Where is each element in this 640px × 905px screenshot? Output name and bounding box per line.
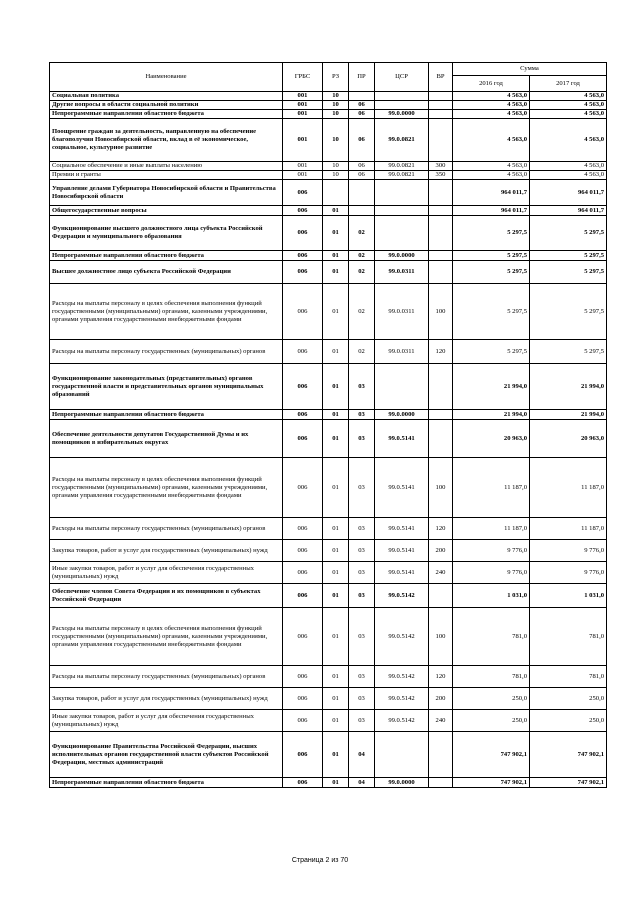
row-pr-cell: 06: [349, 119, 375, 162]
table-row: [50, 110, 607, 119]
row-sum-2016-cell: 5 297,5: [453, 261, 530, 284]
row-sum-2017-cell: 250,0: [530, 688, 607, 710]
row-name-cell: Непрограммные направления областного бюджета: [50, 110, 283, 119]
row-pr-cell: 02: [349, 216, 375, 251]
table-row: [50, 458, 607, 518]
row-vr-cell: [429, 216, 453, 251]
row-grbs-cell: 006: [283, 206, 323, 216]
row-grbs-cell: 006: [283, 410, 323, 420]
row-name-cell: Другие вопросы в области социальной политики: [50, 101, 283, 110]
table-row: [50, 584, 607, 608]
row-rz-cell: 01: [323, 732, 349, 778]
row-sum-2016-cell: 747 902,1: [453, 732, 530, 778]
row-grbs-cell: 001: [283, 92, 323, 101]
row-sum-2017-cell: 964 011,7: [530, 206, 607, 216]
row-vr-cell: 240: [429, 562, 453, 584]
row-sum-2017-cell: 5 297,5: [530, 216, 607, 251]
row-vr-cell: [429, 364, 453, 410]
row-vr-cell: [429, 119, 453, 162]
row-csr-cell: [375, 206, 429, 216]
row-pr-cell: [349, 92, 375, 101]
row-vr-cell: 200: [429, 540, 453, 562]
table-row: [50, 251, 607, 261]
row-grbs-cell: 006: [283, 251, 323, 261]
row-sum-2016-cell: 964 011,7: [453, 206, 530, 216]
row-sum-2017-cell: 4 563,0: [530, 101, 607, 110]
header-row-1: [50, 63, 607, 76]
col-sum-header: Сумма: [453, 63, 607, 76]
col-vr-header: ВР: [429, 63, 453, 92]
row-pr-cell: 06: [349, 162, 375, 171]
row-grbs-cell: 006: [283, 216, 323, 251]
row-sum-2017-cell: 781,0: [530, 608, 607, 666]
row-vr-cell: 350: [429, 171, 453, 180]
row-pr-cell: 04: [349, 778, 375, 788]
row-rz-cell: 10: [323, 92, 349, 101]
row-name-cell: Премии и гранты: [50, 171, 283, 180]
row-csr-cell: 99.0.0000: [375, 110, 429, 119]
row-rz-cell: 01: [323, 710, 349, 732]
row-sum-2016-cell: 781,0: [453, 608, 530, 666]
row-pr-cell: 03: [349, 562, 375, 584]
table-row: [50, 518, 607, 540]
row-name-cell: Социальная политика: [50, 92, 283, 101]
row-pr-cell: 03: [349, 540, 375, 562]
row-csr-cell: 99.0.5141: [375, 518, 429, 540]
row-name-cell: Расходы на выплаты персоналу в целях обеспечения выполнения функций государственными (муниципальными) органами, казенными учреждениями, органами управления государственными внебюджетными фондами: [50, 458, 283, 518]
row-vr-cell: 240: [429, 710, 453, 732]
row-grbs-cell: 006: [283, 284, 323, 340]
row-grbs-cell: 001: [283, 171, 323, 180]
row-vr-cell: 100: [429, 608, 453, 666]
row-grbs-cell: 006: [283, 180, 323, 206]
row-rz-cell: 10: [323, 101, 349, 110]
row-pr-cell: 03: [349, 364, 375, 410]
budget-table-container: [49, 62, 606, 788]
row-sum-2016-cell: 4 563,0: [453, 92, 530, 101]
row-sum-2016-cell: 9 776,0: [453, 540, 530, 562]
row-sum-2017-cell: 5 297,5: [530, 251, 607, 261]
row-name-cell: Обеспечение деятельности депутатов Государственной Думы и их помощников в избирательных округах: [50, 420, 283, 458]
row-pr-cell: 02: [349, 284, 375, 340]
row-name-cell: Расходы на выплаты персоналу государственных (муниципальных) органов: [50, 518, 283, 540]
row-rz-cell: 10: [323, 119, 349, 162]
row-vr-cell: 120: [429, 666, 453, 688]
row-csr-cell: 99.0.5142: [375, 666, 429, 688]
row-sum-2017-cell: 747 902,1: [530, 732, 607, 778]
row-vr-cell: [429, 732, 453, 778]
row-pr-cell: 06: [349, 171, 375, 180]
row-sum-2017-cell: 9 776,0: [530, 540, 607, 562]
row-vr-cell: 120: [429, 518, 453, 540]
row-grbs-cell: 006: [283, 420, 323, 458]
row-grbs-cell: 001: [283, 110, 323, 119]
row-sum-2016-cell: 4 563,0: [453, 162, 530, 171]
row-csr-cell: 99.0.0000: [375, 778, 429, 788]
row-sum-2017-cell: 11 187,0: [530, 518, 607, 540]
row-sum-2017-cell: 747 902,1: [530, 778, 607, 788]
row-csr-cell: 99.0.0000: [375, 410, 429, 420]
row-sum-2017-cell: 21 994,0: [530, 410, 607, 420]
row-csr-cell: 99.0.5142: [375, 584, 429, 608]
row-pr-cell: 03: [349, 608, 375, 666]
row-pr-cell: 04: [349, 732, 375, 778]
row-vr-cell: 300: [429, 162, 453, 171]
row-name-cell: Расходы на выплаты персоналу государственных (муниципальных) органов: [50, 340, 283, 364]
table-row: [50, 710, 607, 732]
row-grbs-cell: 006: [283, 732, 323, 778]
row-csr-cell: 99.0.0000: [375, 251, 429, 261]
table-row: [50, 666, 607, 688]
row-csr-cell: 99.0.5141: [375, 420, 429, 458]
row-pr-cell: 03: [349, 420, 375, 458]
row-rz-cell: 01: [323, 284, 349, 340]
row-name-cell: Общегосударственные вопросы: [50, 206, 283, 216]
row-vr-cell: [429, 110, 453, 119]
row-rz-cell: 10: [323, 162, 349, 171]
row-vr-cell: [429, 584, 453, 608]
row-rz-cell: 01: [323, 261, 349, 284]
row-name-cell: Непрограммные направления областного бюджета: [50, 778, 283, 788]
row-sum-2016-cell: 250,0: [453, 688, 530, 710]
row-csr-cell: [375, 732, 429, 778]
row-vr-cell: [429, 251, 453, 261]
row-csr-cell: [375, 101, 429, 110]
row-sum-2016-cell: 4 563,0: [453, 171, 530, 180]
row-sum-2016-cell: 5 297,5: [453, 284, 530, 340]
col-name-header: Наименование: [50, 63, 283, 92]
row-pr-cell: 03: [349, 666, 375, 688]
table-row: [50, 732, 607, 778]
table-row: [50, 261, 607, 284]
row-rz-cell: 01: [323, 608, 349, 666]
row-name-cell: Поощрение граждан за деятельность, направленную на обеспечение благополучия Новосибирской области, вклад в её экономическое, социальное, культурное развитие: [50, 119, 283, 162]
row-sum-2017-cell: 5 297,5: [530, 261, 607, 284]
row-csr-cell: 99.0.5142: [375, 608, 429, 666]
row-grbs-cell: 006: [283, 666, 323, 688]
row-sum-2017-cell: 964 011,7: [530, 180, 607, 206]
row-grbs-cell: 006: [283, 710, 323, 732]
row-name-cell: Расходы на выплаты персоналу в целях обеспечения выполнения функций государственными (муниципальными) органами, казенными учреждениями, органами управления государственными внебюджетными фондами: [50, 284, 283, 340]
row-sum-2016-cell: 1 031,0: [453, 584, 530, 608]
page-footer: Страница 2 из 70: [291, 857, 349, 864]
row-vr-cell: [429, 420, 453, 458]
row-sum-2017-cell: 4 563,0: [530, 92, 607, 101]
row-rz-cell: 01: [323, 562, 349, 584]
row-sum-2016-cell: 4 563,0: [453, 101, 530, 110]
row-csr-cell: 99.0.5141: [375, 540, 429, 562]
table-row: [50, 92, 607, 101]
table-row: [50, 206, 607, 216]
table-row: [50, 778, 607, 788]
row-sum-2016-cell: 5 297,5: [453, 340, 530, 364]
col-2016-header: 2016 год: [453, 76, 530, 92]
col-pr-header: ПР: [349, 63, 375, 92]
row-sum-2016-cell: 11 187,0: [453, 518, 530, 540]
row-pr-cell: 06: [349, 101, 375, 110]
row-csr-cell: [375, 180, 429, 206]
row-pr-cell: 06: [349, 110, 375, 119]
row-vr-cell: 120: [429, 340, 453, 364]
row-name-cell: Управление делами Губернатора Новосибирской области и Правительства Новосибирской области: [50, 180, 283, 206]
row-sum-2017-cell: 20 963,0: [530, 420, 607, 458]
row-rz-cell: 01: [323, 206, 349, 216]
row-csr-cell: [375, 216, 429, 251]
table-row: [50, 364, 607, 410]
row-name-cell: Непрограммные направления областного бюджета: [50, 251, 283, 261]
row-csr-cell: 99.0.5141: [375, 458, 429, 518]
row-csr-cell: 99.0.0821: [375, 119, 429, 162]
row-pr-cell: [349, 206, 375, 216]
row-sum-2017-cell: 250,0: [530, 710, 607, 732]
row-csr-cell: 99.0.0311: [375, 340, 429, 364]
row-csr-cell: 99.0.0821: [375, 171, 429, 180]
row-rz-cell: 01: [323, 540, 349, 562]
row-grbs-cell: 006: [283, 688, 323, 710]
row-grbs-cell: 006: [283, 364, 323, 410]
row-rz-cell: 01: [323, 458, 349, 518]
table-row: [50, 180, 607, 206]
table-row: [50, 216, 607, 251]
row-sum-2016-cell: 747 902,1: [453, 778, 530, 788]
row-pr-cell: 03: [349, 584, 375, 608]
table-row: [50, 688, 607, 710]
row-sum-2016-cell: 964 011,7: [453, 180, 530, 206]
row-vr-cell: [429, 261, 453, 284]
row-name-cell: Расходы на выплаты персоналу государственных (муниципальных) органов: [50, 666, 283, 688]
row-grbs-cell: 006: [283, 608, 323, 666]
table-row: [50, 420, 607, 458]
row-vr-cell: [429, 180, 453, 206]
row-rz-cell: 01: [323, 410, 349, 420]
table-row: [50, 101, 607, 110]
col-csr-header: ЦСР: [375, 63, 429, 92]
row-rz-cell: 01: [323, 340, 349, 364]
row-rz-cell: 01: [323, 251, 349, 261]
row-vr-cell: 100: [429, 458, 453, 518]
row-grbs-cell: 006: [283, 340, 323, 364]
row-vr-cell: [429, 92, 453, 101]
col-grbs-header: ГРБС: [283, 63, 323, 92]
row-name-cell: Обеспечение членов Совета Федерации и их помощников в субъектах Российской Федерации: [50, 584, 283, 608]
row-sum-2016-cell: 9 776,0: [453, 562, 530, 584]
row-name-cell: Непрограммные направления областного бюджета: [50, 410, 283, 420]
row-grbs-cell: 006: [283, 261, 323, 284]
table-row: [50, 284, 607, 340]
row-csr-cell: 99.0.0311: [375, 261, 429, 284]
table-row: [50, 562, 607, 584]
table-row: [50, 162, 607, 171]
row-rz-cell: 01: [323, 216, 349, 251]
row-sum-2017-cell: 1 031,0: [530, 584, 607, 608]
col-rz-header: РЗ: [323, 63, 349, 92]
row-sum-2017-cell: 5 297,5: [530, 284, 607, 340]
row-rz-cell: 01: [323, 778, 349, 788]
table-row: [50, 119, 607, 162]
row-sum-2017-cell: 4 563,0: [530, 110, 607, 119]
row-sum-2016-cell: 5 297,5: [453, 216, 530, 251]
row-rz-cell: 01: [323, 584, 349, 608]
row-vr-cell: 100: [429, 284, 453, 340]
row-grbs-cell: 006: [283, 518, 323, 540]
row-sum-2017-cell: 11 187,0: [530, 458, 607, 518]
row-vr-cell: [429, 778, 453, 788]
row-sum-2016-cell: 250,0: [453, 710, 530, 732]
row-sum-2017-cell: 5 297,5: [530, 340, 607, 364]
row-pr-cell: 03: [349, 458, 375, 518]
row-grbs-cell: 001: [283, 119, 323, 162]
row-sum-2017-cell: 21 994,0: [530, 364, 607, 410]
row-csr-cell: 99.0.0821: [375, 162, 429, 171]
row-name-cell: Функционирование высшего должностного лица субъекта Российской Федерации и муниципального образования: [50, 216, 283, 251]
row-name-cell: Функционирование Правительства Российской Федерации, высших исполнительных органов государственной власти субъектов Российской Федерации, местных администраций: [50, 732, 283, 778]
row-pr-cell: 03: [349, 710, 375, 732]
row-pr-cell: 02: [349, 340, 375, 364]
row-csr-cell: 99.0.5142: [375, 688, 429, 710]
row-sum-2016-cell: 4 563,0: [453, 119, 530, 162]
row-vr-cell: [429, 206, 453, 216]
row-sum-2016-cell: 5 297,5: [453, 251, 530, 261]
row-sum-2016-cell: 4 563,0: [453, 110, 530, 119]
row-sum-2016-cell: 11 187,0: [453, 458, 530, 518]
table-row: [50, 410, 607, 420]
row-rz-cell: 01: [323, 518, 349, 540]
row-vr-cell: [429, 410, 453, 420]
row-csr-cell: [375, 364, 429, 410]
row-rz-cell: 01: [323, 420, 349, 458]
row-grbs-cell: 001: [283, 162, 323, 171]
row-rz-cell: 10: [323, 110, 349, 119]
table-row: [50, 608, 607, 666]
row-name-cell: Расходы на выплаты персоналу в целях обеспечения выполнения функций государственными (муниципальными) органами, казенными учреждениями, органами управления государственными внебюджетными фондами: [50, 608, 283, 666]
row-sum-2017-cell: 4 563,0: [530, 171, 607, 180]
row-sum-2016-cell: 20 963,0: [453, 420, 530, 458]
row-grbs-cell: 006: [283, 540, 323, 562]
table-row: [50, 540, 607, 562]
row-csr-cell: [375, 92, 429, 101]
row-name-cell: Функционирование законодательных (представительных) органов государственной власти и представительных органов муниципальных образований: [50, 364, 283, 410]
table-body: [50, 92, 607, 788]
row-name-cell: Иные закупки товаров, работ и услуг для обеспечения государственных (муниципальных) нужд: [50, 562, 283, 584]
table-row: [50, 340, 607, 364]
budget-table: [49, 62, 607, 788]
row-grbs-cell: 001: [283, 101, 323, 110]
row-sum-2017-cell: 781,0: [530, 666, 607, 688]
row-pr-cell: 03: [349, 688, 375, 710]
row-sum-2016-cell: 21 994,0: [453, 410, 530, 420]
row-rz-cell: 01: [323, 364, 349, 410]
row-csr-cell: 99.0.5142: [375, 710, 429, 732]
col-2017-header: 2017 год: [530, 76, 607, 92]
row-sum-2017-cell: 9 776,0: [530, 562, 607, 584]
row-sum-2017-cell: 4 563,0: [530, 162, 607, 171]
row-sum-2016-cell: 21 994,0: [453, 364, 530, 410]
row-vr-cell: [429, 101, 453, 110]
row-grbs-cell: 006: [283, 562, 323, 584]
row-sum-2016-cell: 781,0: [453, 666, 530, 688]
table-row: [50, 171, 607, 180]
row-name-cell: Закупка товаров, работ и услуг для государственных (муниципальных) нужд: [50, 688, 283, 710]
row-rz-cell: [323, 180, 349, 206]
row-name-cell: Высшее должностное лицо субъекта Российской Федерации: [50, 261, 283, 284]
row-name-cell: Социальное обеспечение и иные выплаты населению: [50, 162, 283, 171]
row-grbs-cell: 006: [283, 458, 323, 518]
row-rz-cell: 10: [323, 171, 349, 180]
row-grbs-cell: 006: [283, 778, 323, 788]
row-pr-cell: 03: [349, 518, 375, 540]
row-pr-cell: 02: [349, 251, 375, 261]
row-name-cell: Иные закупки товаров, работ и услуг для обеспечения государственных (муниципальных) нужд: [50, 710, 283, 732]
row-rz-cell: 01: [323, 688, 349, 710]
row-pr-cell: [349, 180, 375, 206]
row-sum-2017-cell: 4 563,0: [530, 119, 607, 162]
row-pr-cell: 03: [349, 410, 375, 420]
row-pr-cell: 02: [349, 261, 375, 284]
row-vr-cell: 200: [429, 688, 453, 710]
row-name-cell: Закупка товаров, работ и услуг для государственных (муниципальных) нужд: [50, 540, 283, 562]
row-rz-cell: 01: [323, 666, 349, 688]
row-grbs-cell: 006: [283, 584, 323, 608]
row-csr-cell: 99.0.5141: [375, 562, 429, 584]
row-csr-cell: 99.0.0311: [375, 284, 429, 340]
